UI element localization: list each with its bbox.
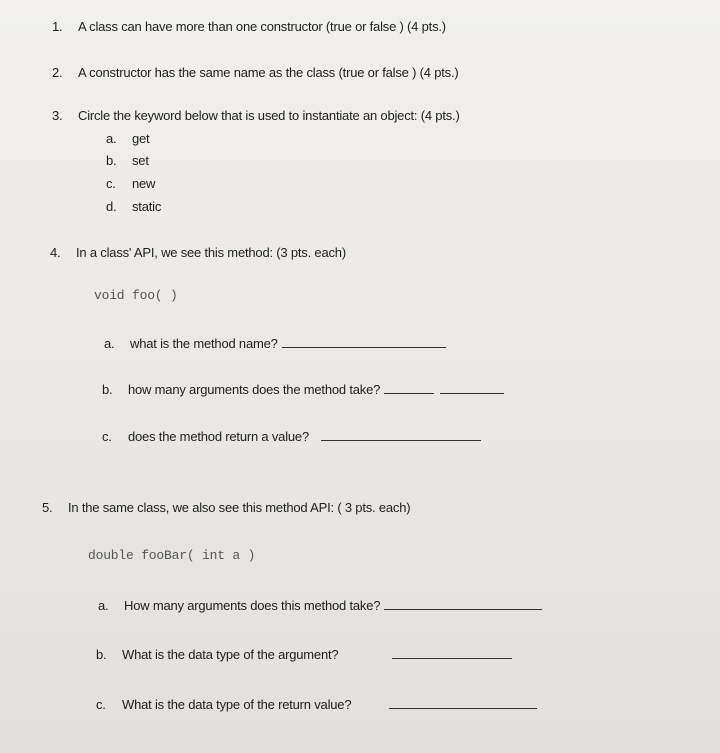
question-3	[52, 108, 460, 123]
question-text: In a class' API, we see this method: (3 pts. each)	[76, 245, 346, 260]
answer-blank[interactable]	[321, 428, 481, 441]
subquestion-text: What is the data type of the return value?	[122, 697, 352, 712]
answer-blank[interactable]	[384, 381, 434, 394]
question-number: 5.	[42, 500, 53, 515]
subquestion-letter: b.	[102, 382, 113, 397]
option-letter: a.	[106, 131, 117, 146]
option-text: static	[132, 199, 162, 214]
method-signature-code: void foo( )	[94, 288, 178, 303]
subquestion-4c	[102, 428, 481, 444]
subquestion-letter: b.	[96, 647, 107, 662]
subquestion-letter: a.	[104, 336, 115, 351]
subquestion-4a	[104, 335, 446, 351]
method-signature-code: double fooBar( int a )	[88, 548, 256, 563]
subquestion-text: what is the method name?	[130, 336, 278, 351]
option-new[interactable]	[106, 176, 155, 191]
question-1	[52, 19, 446, 34]
question-number: 3.	[52, 108, 63, 123]
question-2	[52, 65, 459, 80]
answer-blank[interactable]	[392, 646, 512, 659]
subquestion-5c	[96, 696, 537, 712]
answer-blank[interactable]	[384, 597, 542, 610]
answer-blank[interactable]	[440, 381, 504, 394]
subquestion-text: What is the data type of the argument?	[122, 647, 339, 662]
option-letter: b.	[106, 153, 117, 168]
option-text: get	[132, 131, 150, 146]
option-static[interactable]	[106, 199, 161, 214]
subquestion-text: How many arguments does this method take?	[124, 598, 381, 613]
option-text: set	[132, 153, 149, 168]
option-letter: d.	[106, 199, 117, 214]
subquestion-text: how many arguments does the method take?	[128, 382, 381, 397]
option-text: new	[132, 176, 156, 191]
subquestion-4b	[102, 381, 504, 397]
option-set[interactable]	[106, 153, 149, 168]
subquestion-letter: a.	[98, 598, 109, 613]
subquestion-text: does the method return a value?	[128, 429, 309, 444]
question-4	[50, 245, 346, 260]
subquestion-letter: c.	[102, 429, 112, 444]
question-number: 2.	[52, 65, 63, 80]
option-get[interactable]	[106, 131, 149, 146]
question-5	[42, 500, 410, 515]
question-number: 1.	[52, 19, 63, 34]
question-text: Circle the keyword below that is used to instantiate an object: (4 pts.)	[78, 108, 460, 123]
question-number: 4.	[50, 245, 61, 260]
question-text: A constructor has the same name as the class (true or false ) (4 pts.)	[78, 65, 459, 80]
subquestion-5b	[96, 646, 512, 662]
question-text: In the same class, we also see this method API: ( 3 pts. each)	[68, 500, 411, 515]
answer-blank[interactable]	[389, 696, 537, 709]
question-text: A class can have more than one constructor (true or false ) (4 pts.)	[78, 19, 446, 34]
option-letter: c.	[106, 176, 116, 191]
subquestion-letter: c.	[96, 697, 106, 712]
subquestion-5a	[98, 597, 542, 613]
answer-blank[interactable]	[282, 335, 446, 348]
